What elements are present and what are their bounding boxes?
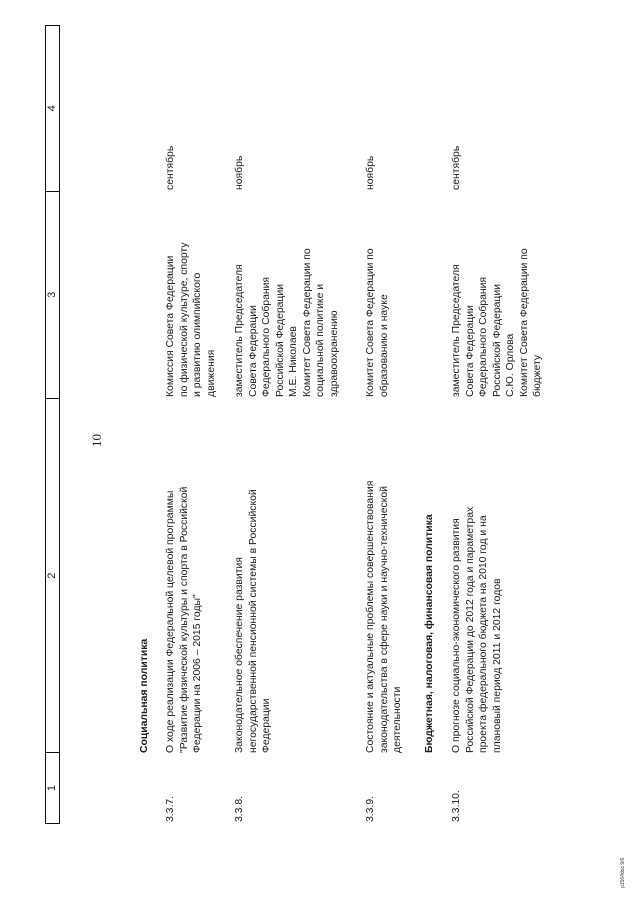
- row-description: [233, 489, 274, 753]
- row-term: сентябрь: [451, 145, 462, 190]
- description-line: "Развитие физической культуры и спорта в Российской: [178, 486, 190, 753]
- description-line: Состояние и актуальные проблемы совершенствования: [365, 480, 376, 753]
- description-line: Федерации: [261, 698, 272, 753]
- responsible-line: заместитель Председателя: [234, 264, 245, 397]
- row-responsible: [164, 242, 218, 397]
- responsible-line: Комитет Совета Федерации по: [365, 248, 376, 397]
- column-header-2: 2: [46, 398, 59, 752]
- responsible-line: Российской Федерации: [274, 284, 286, 397]
- row-responsible: [233, 248, 341, 397]
- row-number: 3.3.10.: [451, 790, 462, 822]
- responsible-line: по физической культуре, спорту: [178, 242, 190, 397]
- row-description: [364, 481, 405, 753]
- row-description: [450, 507, 504, 753]
- column-header-1: 1: [46, 752, 59, 823]
- column-header-4: 4: [46, 105, 58, 112]
- responsible-line: М.Е. Николаев: [288, 326, 299, 397]
- row-term: ноябрь: [234, 155, 245, 190]
- responsible-line: Российской Федерации: [491, 284, 503, 397]
- column-header-3: 3: [46, 191, 59, 398]
- row-responsible: [364, 248, 391, 397]
- responsible-line: бюджету: [532, 354, 543, 397]
- responsible-line: Комитет Совета Федерации по: [301, 248, 313, 397]
- responsible-line: С.Ю. Орлова: [505, 333, 516, 397]
- description-line: деятельности: [392, 686, 403, 753]
- description-line: негосударственной пенсионной системы в Российской: [247, 489, 259, 753]
- responsible-line: Комиссия Совета Федерации: [165, 255, 176, 397]
- responsible-line: заместитель Председателя: [451, 264, 462, 397]
- section-heading-social: Социальная политика: [139, 638, 150, 753]
- responsible-line: Федерального Собрания: [261, 276, 272, 397]
- description-line: законодательства в сфере науки и научно-технической: [378, 486, 390, 753]
- description-line: Федерации на 2006 – 2015 годы": [192, 594, 203, 753]
- description-line: О ходе реализации Федеральной целевой программы: [165, 490, 176, 753]
- row-number: 3.3.7.: [165, 796, 176, 822]
- description-line: плановый период 2011 и 2012 годов: [491, 578, 503, 753]
- section-heading-budget: Бюджетная, налоговая, финансовая политика: [424, 514, 435, 753]
- responsible-line: социальной политике и: [315, 283, 326, 397]
- responsible-line: здравоохранению: [328, 310, 340, 397]
- footer-file-code: p1564doc 9/6: [620, 857, 626, 888]
- description-line: Российской Федерации до 2012 года и параметрах: [464, 506, 476, 753]
- column-header-row: [45, 25, 60, 824]
- page-number: 10: [89, 434, 104, 447]
- description-line: проекта федерального бюджета на 2010 год и на: [478, 515, 489, 753]
- responsible-line: образованию и науке: [378, 294, 390, 397]
- responsible-line: движения: [205, 349, 217, 397]
- responsible-line: Федерального Собрания: [478, 276, 489, 397]
- description-line: Законодательное обеспечение развития: [234, 557, 245, 753]
- responsible-line: Совета Федерации: [247, 305, 259, 397]
- row-term: сентябрь: [165, 145, 176, 190]
- row-term: ноябрь: [365, 155, 376, 190]
- row-number: 3.3.8.: [234, 796, 245, 822]
- row-number: 3.3.9.: [365, 796, 376, 822]
- responsible-line: Совета Федерации: [464, 305, 476, 397]
- description-line: О прогнозе социально-экономического развития: [451, 518, 462, 753]
- row-description: [164, 487, 205, 753]
- row-responsible: [450, 248, 545, 397]
- responsible-line: и развитию олимпийского: [192, 272, 203, 397]
- responsible-line: Комитет Совета Федерации по: [518, 248, 530, 397]
